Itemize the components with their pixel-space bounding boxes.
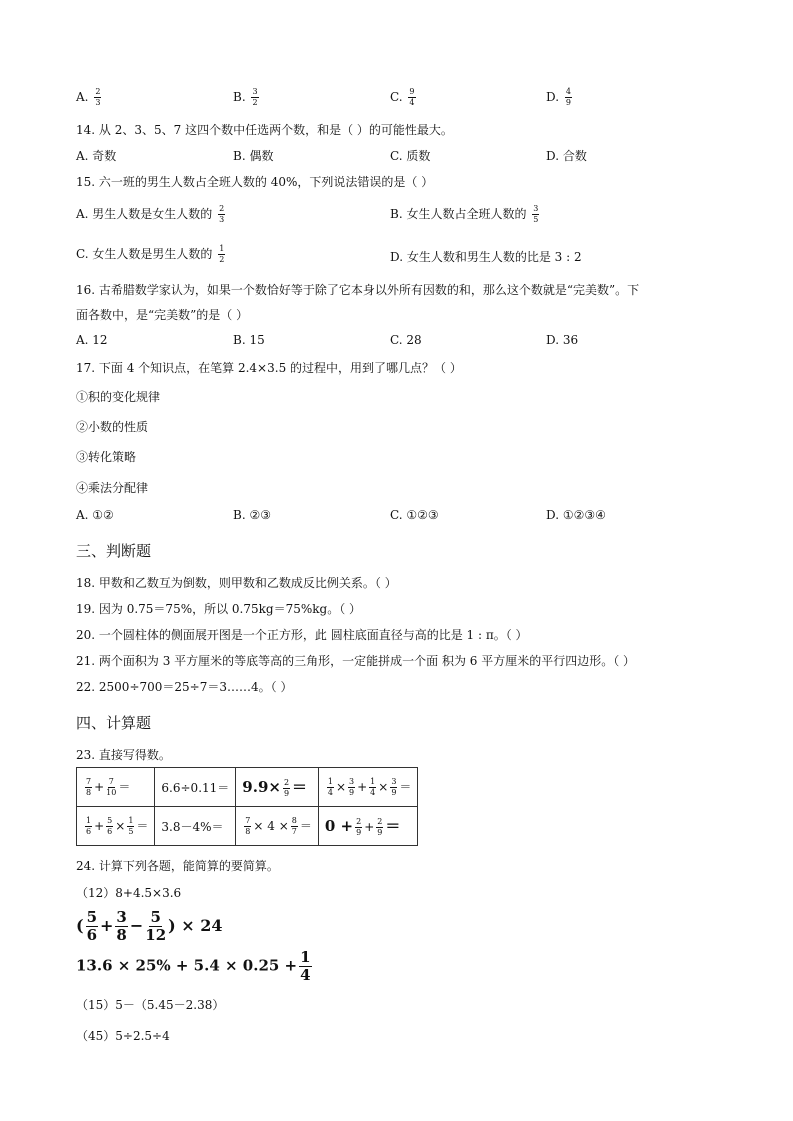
- q13-option-a: A. $\frac{2}{3}$: [76, 87, 101, 107]
- q17-option-a: A. ①②: [76, 508, 114, 522]
- q14-option-d: D. 合数: [546, 149, 587, 163]
- q15-text: 15. 六一班的男生人数占全班人数的 40%，下列说法错误的是（ ）: [76, 175, 434, 189]
- fraction: $\frac{9}{4}$: [409, 87, 415, 107]
- calc-cell: $\frac{1}{4}$ × $\frac{3}{9}$ + $\frac{1}{4}$ × $\frac{3}{9}$ ＝: [318, 768, 418, 807]
- q16-line1: 16. 古希腊数学家认为，如果一个数恰好等于除了它本身以外所有因数的和，那么这个数就是“完美数”。下: [76, 283, 640, 297]
- q16-option-c: C. 28: [390, 333, 422, 347]
- q17-option-c: C. ①②③: [390, 508, 439, 522]
- q23-title: 23. 直接写得数。: [76, 748, 171, 762]
- table-row: [77, 807, 418, 846]
- q14-text: 14. 从 2、3、5、7 这四个数中任选两个数，和是（ ）的可能性最大。: [76, 123, 453, 137]
- q24-expression-5: （45）5÷2.5÷4: [76, 1029, 170, 1043]
- calc-cell: 0 + $\frac{2}{9}$ + $\frac{2}{9}$ ＝: [318, 807, 418, 846]
- judgment-20: 20. 一个圆柱体的侧面展开图是一个正方形，此 圆柱底面直径与高的比是 1 : π。（ ）: [76, 628, 528, 642]
- q15-option-b: B. 女生人数占全班人数的 $\frac{3}{5}$: [390, 204, 539, 224]
- judgment-22: 22. 2500÷700＝25÷7＝3……4。（ ）: [76, 680, 293, 694]
- q17-item-4: ④乘法分配律: [76, 481, 149, 495]
- q17-text: 17. 下面 4 个知识点，在笔算 2.4×3.5 的过程中，用到了哪几点？（ ）: [76, 361, 462, 375]
- q13-option-c: C. $\frac{9}{4}$: [390, 87, 415, 107]
- q24-title: 24. 计算下列各题，能简算的要简算。: [76, 859, 279, 873]
- section-title-calculation: 四、计算题: [76, 714, 152, 732]
- q14-option-b: B. 偶数: [233, 149, 274, 163]
- q16-option-a: A. 12: [76, 333, 108, 347]
- fraction: $\frac{3}{2}$: [252, 87, 258, 107]
- section-title-judgment: 三、判断题: [76, 542, 152, 560]
- q14-option-c: C. 质数: [390, 149, 431, 163]
- calc-cell: 3.8－4%＝: [155, 807, 236, 846]
- q23-calc-table: [76, 767, 418, 846]
- q17-item-1: ①积的变化规律: [76, 390, 161, 404]
- q15-option-d: D. 女生人数和男生人数的比是 3 : 2: [390, 250, 582, 264]
- q24-expression-1: （12）8+4.5×3.6: [76, 886, 182, 900]
- q15-option-a: A. 男生人数是女生人数的 $\frac{2}{3}$: [76, 204, 225, 224]
- calc-cell: $\frac{7}{8}$ × 4 × $\frac{8}{7}$ ＝: [236, 807, 319, 846]
- fraction: $\frac{1}{2}$: [219, 244, 225, 264]
- q17-option-d: D. ①②③④: [546, 508, 606, 522]
- q13-option-d: D. $\frac{4}{9}$: [546, 87, 571, 107]
- q24-expression-4: （15）5－（5.45－2.38）: [76, 998, 225, 1012]
- calc-cell: $\frac{1}{6}$ + $\frac{5}{6}$ × $\frac{1}{5}$ ＝: [77, 807, 155, 846]
- judgment-19: 19. 因为 0.75＝75%，所以 0.75kg＝75%kg。（ ）: [76, 602, 362, 616]
- judgment-18: 18. 甲数和乙数互为倒数，则甲数和乙数成反比例关系。（ ）: [76, 576, 397, 590]
- q17-option-b: B. ②③: [233, 508, 271, 522]
- calc-cell: 6.6÷0.11＝: [155, 768, 236, 807]
- q17-item-2: ②小数的性质: [76, 420, 149, 434]
- q15-option-c: C. 女生人数是男生人数的 $\frac{1}{2}$: [76, 244, 225, 264]
- q13-option-b: B. $\frac{3}{2}$: [233, 87, 258, 107]
- q16-line2: 面各数中，是“完美数”的是（ ）: [76, 308, 249, 322]
- calc-cell: 9.9× $\frac{2}{9}$ ＝: [236, 768, 319, 807]
- q16-option-d: D. 36: [546, 333, 579, 347]
- table-row: [77, 768, 418, 807]
- q24-expression-2: ( $\frac{5}{6}$ + $\frac{3}{8}$ − $\frac{5}{12}$ ) × 24: [76, 908, 223, 944]
- q16-option-b: B. 15: [233, 333, 265, 347]
- judgment-21: 21. 两个面积为 3 平方厘米的等底等高的三角形，一定能拼成一个面 积为 6 平方厘米的平行四边形。（ ）: [76, 654, 636, 668]
- calc-cell: $\frac{7}{8}$ + $\frac{7}{10}$ ＝: [77, 768, 155, 807]
- fraction: $\frac{2}{3}$: [219, 204, 225, 224]
- fraction: $\frac{2}{3}$: [95, 87, 101, 107]
- fraction: $\frac{4}{9}$: [565, 87, 571, 107]
- q14-option-a: A. 奇数: [76, 149, 117, 163]
- fraction: $\frac{3}{5}$: [533, 204, 539, 224]
- q24-expression-3: 13.6 × 25% + 5.4 × 0.25 + $\frac{1}{4}$: [76, 948, 311, 984]
- q17-item-3: ③转化策略: [76, 450, 137, 464]
